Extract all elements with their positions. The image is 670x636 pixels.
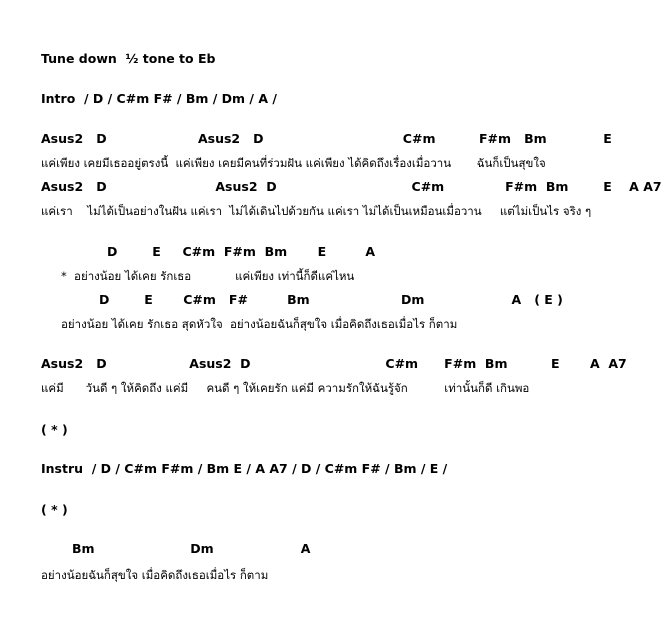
- tuning-line: Tune down ½ tone to Eb: [41, 51, 216, 66]
- outro-chords: Bm Dm A: [72, 541, 311, 556]
- verse-lyrics-1: แค่เพียง เคยมีเธออยู่ตรงนี้ แค่เพียง เคยมีคนที่ร่วมฝัน แค่เพียง ได้คิดถึงเรื่องเมื่อวาน ฉันก็เป็นสุขใจ: [41, 156, 546, 170]
- chorus-lyrics-1: * อย่างน้อย ได้เคย รักเธอ แค่เพียง เท่านี้ก็ดีแค่ไหน: [61, 269, 355, 283]
- verse-lyrics-2: แค่เรา ไม่ได้เป็นอย่างในฝัน แค่เรา ไม่ได้เดินไปด้วยกัน แค่เรา ไม่ได้เป็นเหมือนเมื่อวาน แต่ไม่เป็นไร จริง ๆ: [41, 204, 592, 218]
- intro-line: Intro / D / C#m F# / Bm / Dm / A /: [41, 91, 277, 106]
- outro-lyrics: อย่างน้อยฉันก็สุขใจ เมื่อคิดถึงเธอเมื่อไร ก็ตาม: [41, 568, 269, 582]
- verse2-chords: Asus2 D Asus2 D C#m F#m Bm E A A7: [41, 356, 627, 371]
- repeat-marker-1: ( * ): [41, 422, 68, 437]
- chorus-chords-1: D E C#m F#m Bm E A: [107, 244, 375, 259]
- repeat-marker-2: ( * ): [41, 502, 68, 517]
- verse2-lyrics: แค่มี วันดี ๆ ให้คิดถึง แค่มี คนดี ๆ ให้เคยรัก แค่มี ความรักให้ฉันรู้จัก เท่านั้นก็ดี เกินพอ: [41, 381, 530, 395]
- chorus-chords-2: D E C#m F# Bm Dm A ( E ): [99, 292, 563, 307]
- chorus-lyrics-2: อย่างน้อย ได้เคย รักเธอ สุดหัวใจ อย่างน้อยฉันก็สุขใจ เมื่อคิดถึงเธอเมื่อไร ก็ตาม: [61, 317, 458, 331]
- instru-line: Instru / D / C#m F#m / Bm E / A A7 / D / C#m F# / Bm / E /: [41, 461, 448, 476]
- verse-chords-1: Asus2 D Asus2 D C#m F#m Bm E: [41, 131, 612, 146]
- verse-chords-2: Asus2 D Asus2 D C#m F#m Bm E A A7: [41, 179, 662, 194]
